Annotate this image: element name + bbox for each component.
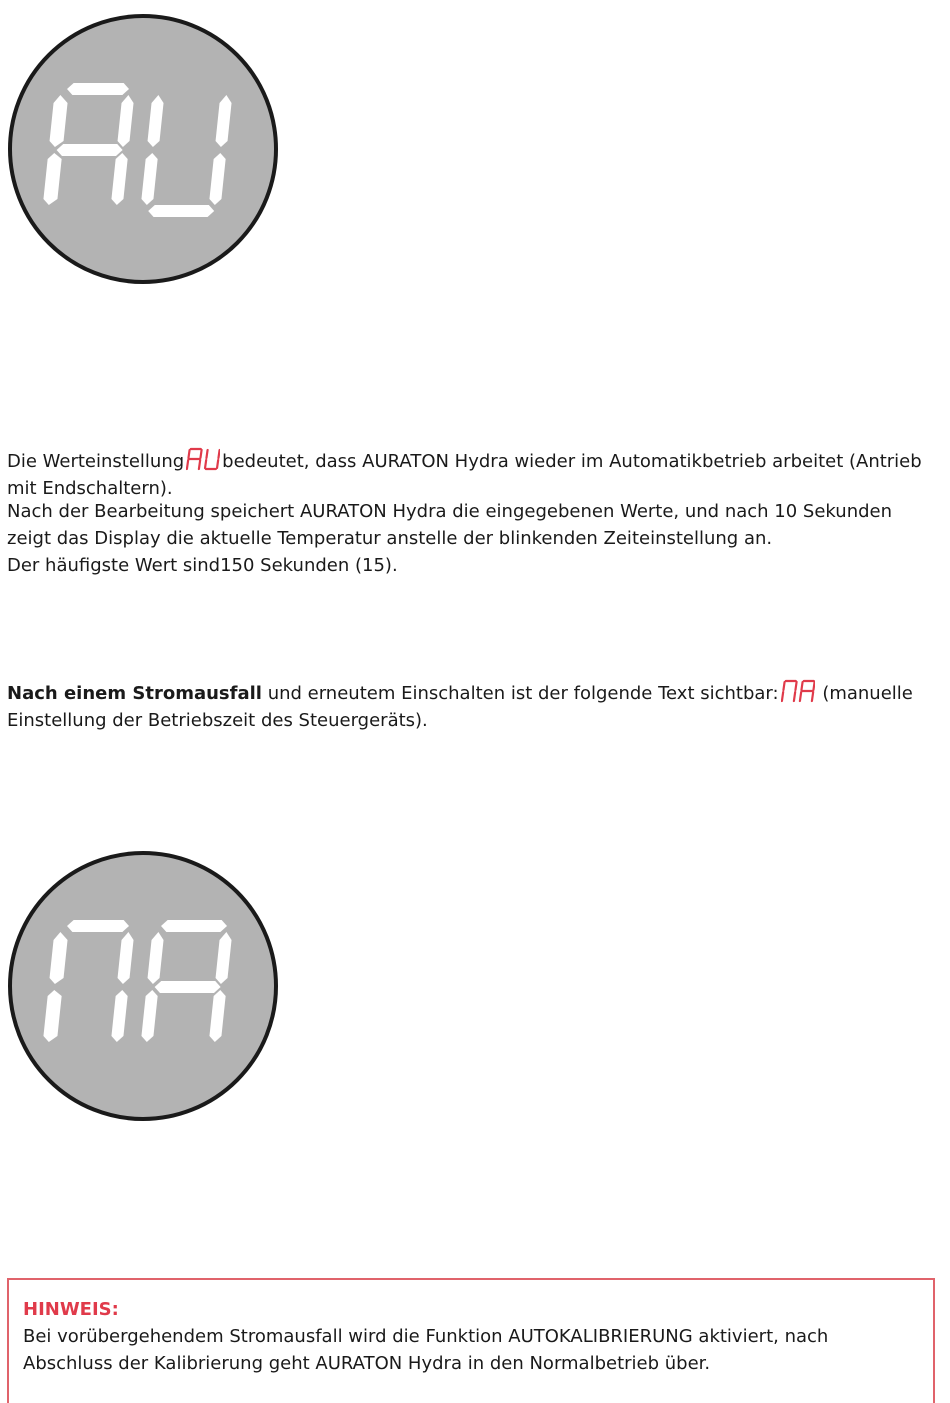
para1-line-4: zeigt das Display die aktuelle Temperatur anstelle der blinkenden Zeiteinstellung an. [7,528,773,549]
na-code-inline-icon [781,679,815,703]
note-box [7,1278,935,1403]
display-au-image [7,13,279,285]
note-title: HINWEIS: [23,1299,119,1320]
para2-text-before-code: und erneutem Einschalten ist der folgende Text sichtbar: [267,683,779,704]
au-code-inline-icon [186,447,220,471]
note-line-2: Abschluss der Kalibrierung geht AURATON Hydra in den Normalbetrieb über. [23,1353,711,1374]
para1-line-2: mit Endschaltern). [7,478,173,499]
paragraph-au-description [7,447,942,579]
display-na-image [7,850,279,1122]
para1-line-3: Nach der Bearbeitung speichert AURATON Hydra die eingegebenen Werte, und nach 10 Sekunden [7,501,893,522]
para1-text-after-code: bedeutet, dass AURATON Hydra wieder im Automatikbetrieb arbeitet (Antrieb [222,451,922,472]
para2-text-after-code: (manuelle [822,683,913,704]
para1-line-5: Der häufigste Wert sind150 Sekunden (15). [7,555,398,576]
para2-line-1 [7,679,942,707]
note-line-1: Bei vorübergehendem Stromausfall wird die Funktion AUTOKALIBRIERUNG aktiviert, nach [23,1326,829,1347]
para2-bold-lead: Nach einem Stromausfall [7,683,262,704]
para2-line-2: Einstellung der Betriebszeit des Steuergeräts). [7,710,428,731]
paragraph-power-failure [7,679,942,734]
para1-text-before-code: Die Werteinstellung [7,451,185,472]
para1-line-1 [7,447,942,475]
